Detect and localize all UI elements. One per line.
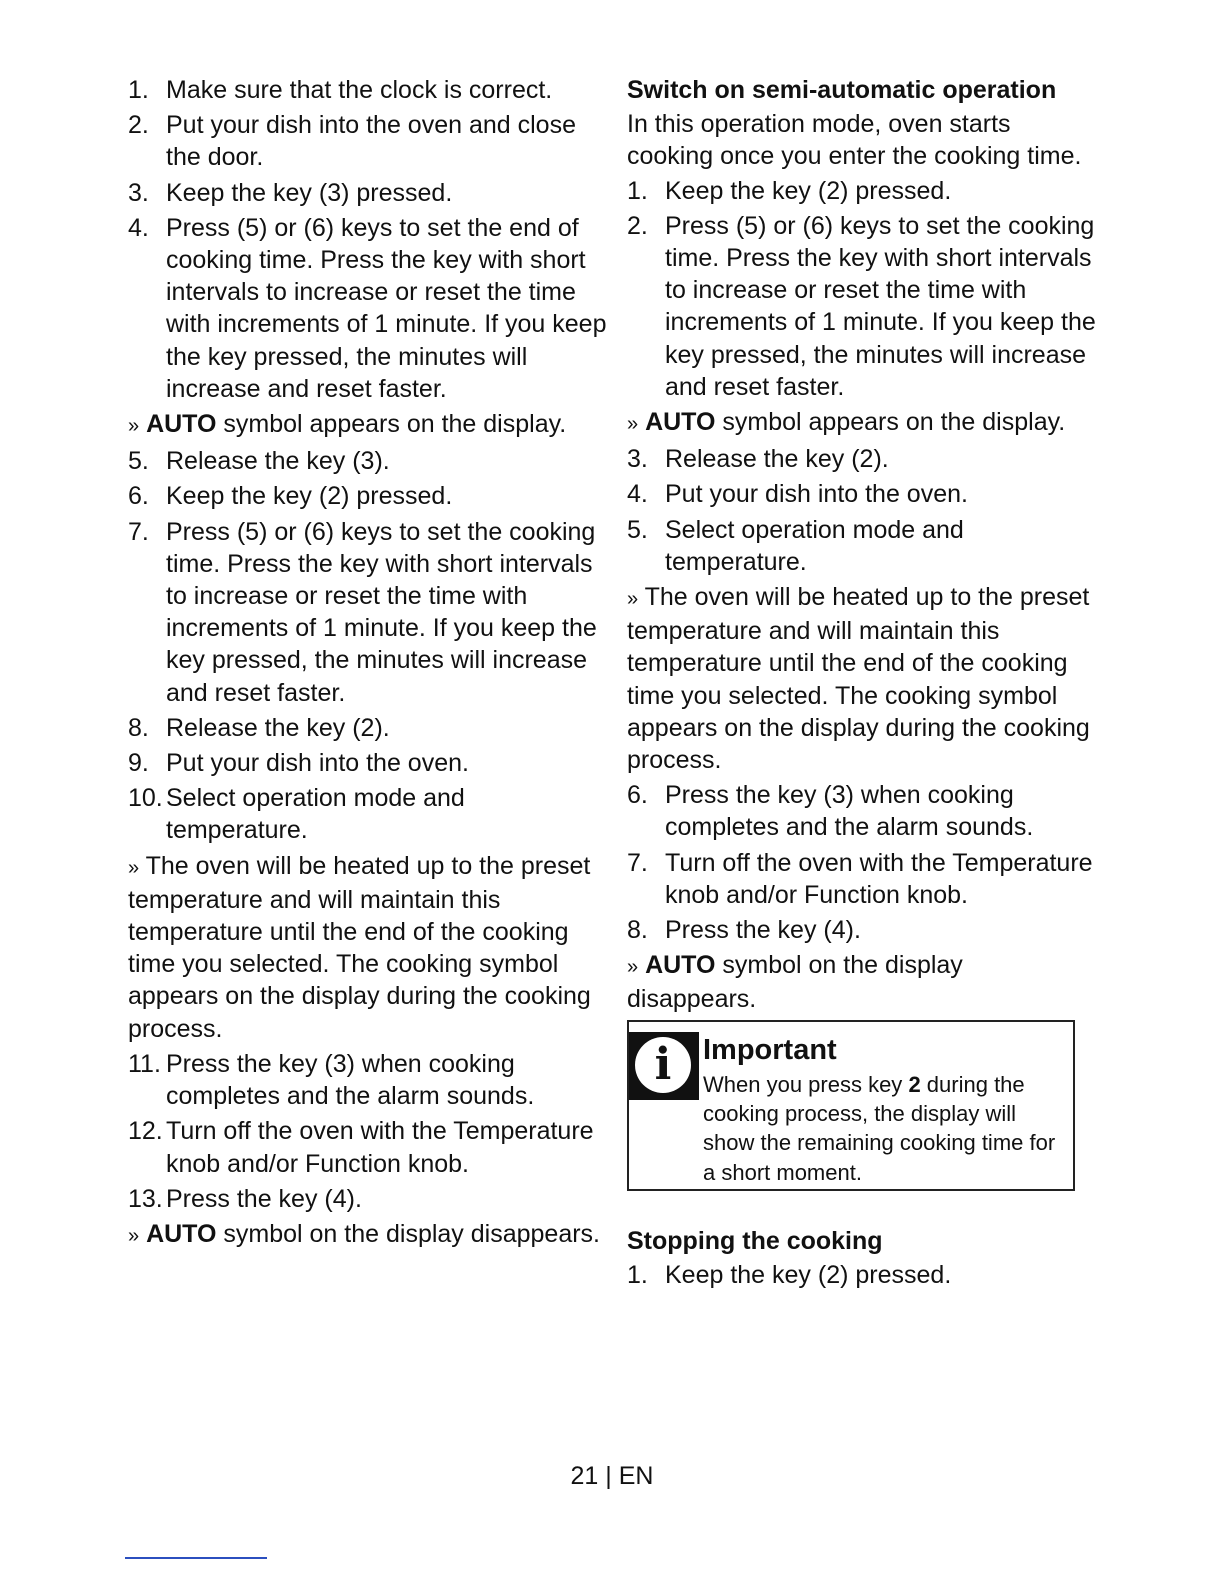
list-item: 5. Select operation mode and temperature. xyxy=(627,515,964,576)
list-item: 8. Press the key (4). xyxy=(627,916,861,945)
list-item: 1. Keep the key (2) pressed. xyxy=(627,176,952,205)
list-item: 9. Put your dish into the oven. xyxy=(128,749,469,778)
right-column xyxy=(627,74,1097,1294)
result-note: » AUTO symbol appears on the display. xyxy=(627,408,1066,437)
list-item: 4. Press (5) or (6) keys to set the end of cooking time. Press the key with short intervals to increase or reset the time with increments of 1 minute. If you keep the key pressed, the minutes will increase and reset faster. xyxy=(128,213,607,403)
stopping-heading: Stopping the cooking xyxy=(627,1226,883,1255)
info-icon: i xyxy=(629,1032,699,1100)
list-item: 3. Release the key (2). xyxy=(627,445,889,474)
list-item: 2. Press (5) or (6) keys to set the cooking time. Press the key with short intervals to increase or reset the time with increments of 1 minute. If you keep the key pressed, the minutes will increase and reset faster. xyxy=(627,211,1096,401)
right-steps-a xyxy=(627,175,1097,403)
page-number: 21 | EN xyxy=(570,1462,654,1490)
list-item: 6. Press the key (3) when cooking completes and the alarm sounds. xyxy=(627,781,1034,842)
important-text: When you press key 2 during the cooking process, the display will show the remaining cooking time for a short moment. xyxy=(703,1071,1056,1185)
list-item: 7. Press (5) or (6) keys to set the cooking time. Press the key with short intervals to increase or reset the time with increments of 1 minute. If you keep the key pressed, the minutes will increase and reset faster. xyxy=(128,517,597,707)
important-note-box xyxy=(627,1020,1075,1191)
left-steps-c xyxy=(128,1048,608,1215)
list-item: 10. Select operation mode and temperature. xyxy=(128,784,465,845)
result-note: » AUTO symbol appears on the display. xyxy=(128,410,567,439)
list-item: 2. Put your dish into the oven and close the door. xyxy=(128,111,576,172)
list-item: 1. Make sure that the clock is correct. xyxy=(128,76,553,104)
result-note: » AUTO symbol on the display disappears. xyxy=(627,951,963,1014)
right-steps-c xyxy=(627,779,1097,946)
left-column xyxy=(128,74,608,1255)
list-item: 6. Keep the key (2) pressed. xyxy=(128,482,453,511)
list-item: 3. Keep the key (3) pressed. xyxy=(128,178,453,207)
list-item: 11. Press the key (3) when cooking completes and the alarm sounds. xyxy=(128,1049,535,1111)
left-steps-b xyxy=(128,445,608,846)
list-item: 12. Turn off the oven with the Temperature knob and/or Function knob. xyxy=(128,1117,594,1178)
intro-paragraph: In this operation mode, oven starts cooking once you enter the cooking time. xyxy=(627,110,1082,171)
right-steps-b xyxy=(627,443,1097,578)
list-item: 5. Release the key (3). xyxy=(128,447,390,476)
list-item: 8. Release the key (2). xyxy=(128,713,390,742)
section-heading: Switch on semi-automatic operation xyxy=(627,76,1057,104)
list-item: 1. Keep the key (2) pressed. xyxy=(627,1260,952,1289)
list-item: 13. Press the key (4). xyxy=(128,1184,362,1213)
result-note: » The oven will be heated up to the preset temperature and will maintain this temperature until the end of the cooking time you selected. The cooking symbol appears on the display during the cooking process. xyxy=(627,583,1090,775)
list-item: 7. Turn off the oven with the Temperature knob and/or Function knob. xyxy=(627,848,1093,909)
bottom-rule xyxy=(125,1557,267,1559)
left-steps-a xyxy=(128,74,608,405)
list-item: 4. Put your dish into the oven. xyxy=(627,480,968,509)
result-note: » AUTO symbol on the display disappears. xyxy=(128,1219,600,1248)
result-note: » The oven will be heated up to the preset temperature and will maintain this temperature until the end of the cooking time you selected. The cooking symbol appears on the display during the cooking process. xyxy=(128,851,591,1043)
important-title: Important xyxy=(703,1033,837,1066)
